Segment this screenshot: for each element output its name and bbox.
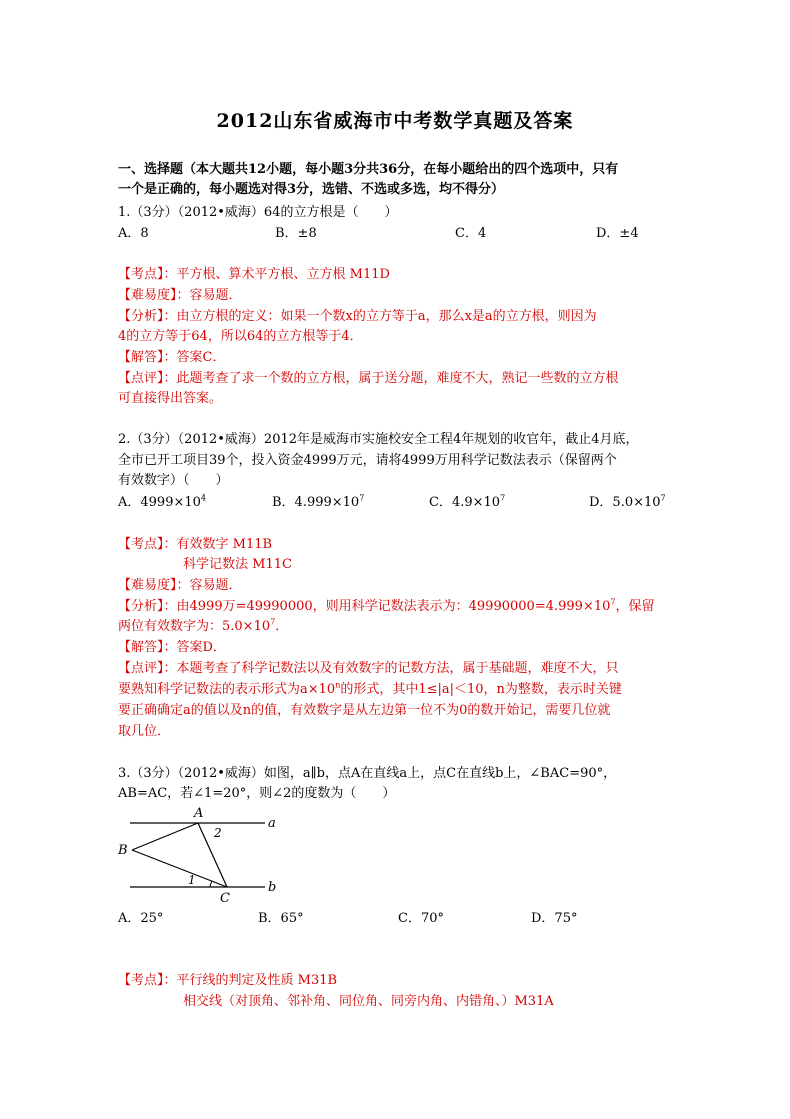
label-angle-1: 1 [188, 873, 196, 887]
label-a-point: A [194, 806, 204, 821]
q2-fenxi-line-1: 【分析】：由4999万=49990000，则用科学记数法表示为：$49990000=4.999\times 10^7$，保留 [118, 597, 655, 614]
q2-dianping-line-2: 要熟知科学记数法的表示形式为$a\times 10^n$的形式，其中1≤|a|＜10，n为整数，表示时关键 [118, 680, 622, 697]
label-c-point: C [220, 891, 230, 906]
q1-option-c: C．4 [455, 226, 487, 241]
q2-fenxi-line-2: 两位有效数字为：$5.0\times 10^7$． [118, 617, 289, 634]
q2-dianping-line-4: 取几位． [118, 724, 171, 739]
q2-nanyidu: 【难易度】：容易题． [118, 578, 242, 593]
q1-fenxi-line-1: 【分析】：由立方根的定义：如果一个数x的立方等于a，那么x是a的立方根，则因为 [118, 309, 597, 324]
q3-geometry-figure [110, 800, 290, 910]
q1-option-a: A．8 [118, 226, 149, 241]
q2-jieda: 【解答】：答案D． [118, 640, 226, 655]
q3-kaodian-1: 【考点】：平行线的判定及性质 M31B [118, 973, 338, 988]
q2-option-a: A．$4999\times 10^4$ [118, 493, 207, 510]
q3-option-d: D．75° [531, 911, 578, 926]
q2-option-c: C．$4.9\times 10^7$ [429, 493, 506, 510]
q1-nanyidu: 【难易度】：容易题． [118, 288, 242, 303]
q2-option-d: D．$5.0\times 10^7$ [589, 493, 666, 510]
q1-jieda: 【解答】：答案C． [118, 350, 226, 365]
page-title: 2012山东省威海市中考数学真题及答案 [216, 110, 574, 132]
q2-kaodian-2: 科学记数法 M11C [183, 557, 292, 572]
segment-ab [132, 823, 198, 850]
q1-option-d: D．±4 [596, 226, 639, 241]
q1-dianping-line-2: 可直接得出答案。 [118, 391, 223, 406]
q1-kaodian: 【考点】：平方根、算术平方根、立方根 M11D [118, 267, 390, 282]
angle-1-arc [210, 881, 212, 887]
q2-dianping-line-1: 【点评】：本题考查了科学记数法以及有效数字的记数方法，属于基础题，难度不大，只 [118, 661, 619, 676]
q2-kaodian-1: 【考点】：有效数字 M11B [118, 537, 273, 552]
q3-kaodian-2: 相交线（对顶角、邻补角、同位角、同旁内角、内错角、）M31A [183, 994, 554, 1009]
q3-stem-line-2: AB=AC，若∠1=20°，则∠2的度数为（ ） [118, 786, 396, 801]
q3-option-b: B．65° [258, 911, 304, 926]
section-header-line-2: 一个是正确的，每小题选对得3分，选错、不选或多选，均不得分） [118, 182, 505, 197]
q2-stem-line-1: 2.（3分）（2012•威海）2012年是威海市实施校安全工程4年规划的收官年，截止4月底， [118, 432, 639, 447]
q2-stem-line-3: 有效数字）（ ） [118, 473, 229, 488]
q3-option-a: A．25° [118, 911, 164, 926]
q3-stem-line-1: 3.（3分）（2012•威海）如图，a∥b，点A在直线a上，点C在直线b上，∠BAC=90°， [118, 766, 617, 781]
q3-option-c: C．70° [398, 911, 444, 926]
q2-option-b: B．$4.999\times 10^7$ [272, 493, 365, 510]
q2-stem-line-2: 全市已开工项目39个，投入资金4999万元，请将4999万用科学记数法表示（保留两个 [118, 453, 617, 468]
label-line-a: a [268, 816, 276, 831]
label-b-point: B [118, 843, 128, 858]
q1-stem: 1.（3分）（2012•威海）64的立方根是（ ） [118, 205, 398, 220]
q1-dianping-line-1: 【点评】：此题考查了求一个数的立方根，属于送分题，难度不大，熟记一些数的立方根 [118, 371, 619, 386]
q2-dianping-line-3: 要正确确定a的值以及n的值，有效数字是从左边第一位不为0的数开始记，需要几位就 [118, 703, 611, 718]
label-line-b: b [268, 880, 277, 895]
label-angle-2: 2 [214, 826, 222, 840]
q1-option-b: B．±8 [275, 226, 317, 241]
q1-fenxi-line-2: 4的立方等于64，所以64的立方根等于4． [118, 329, 363, 344]
section-header-line-1: 一、选择题（本大题共12小题，每小题3分共36分，在每小题给出的四个选项中，只有 [118, 162, 619, 177]
